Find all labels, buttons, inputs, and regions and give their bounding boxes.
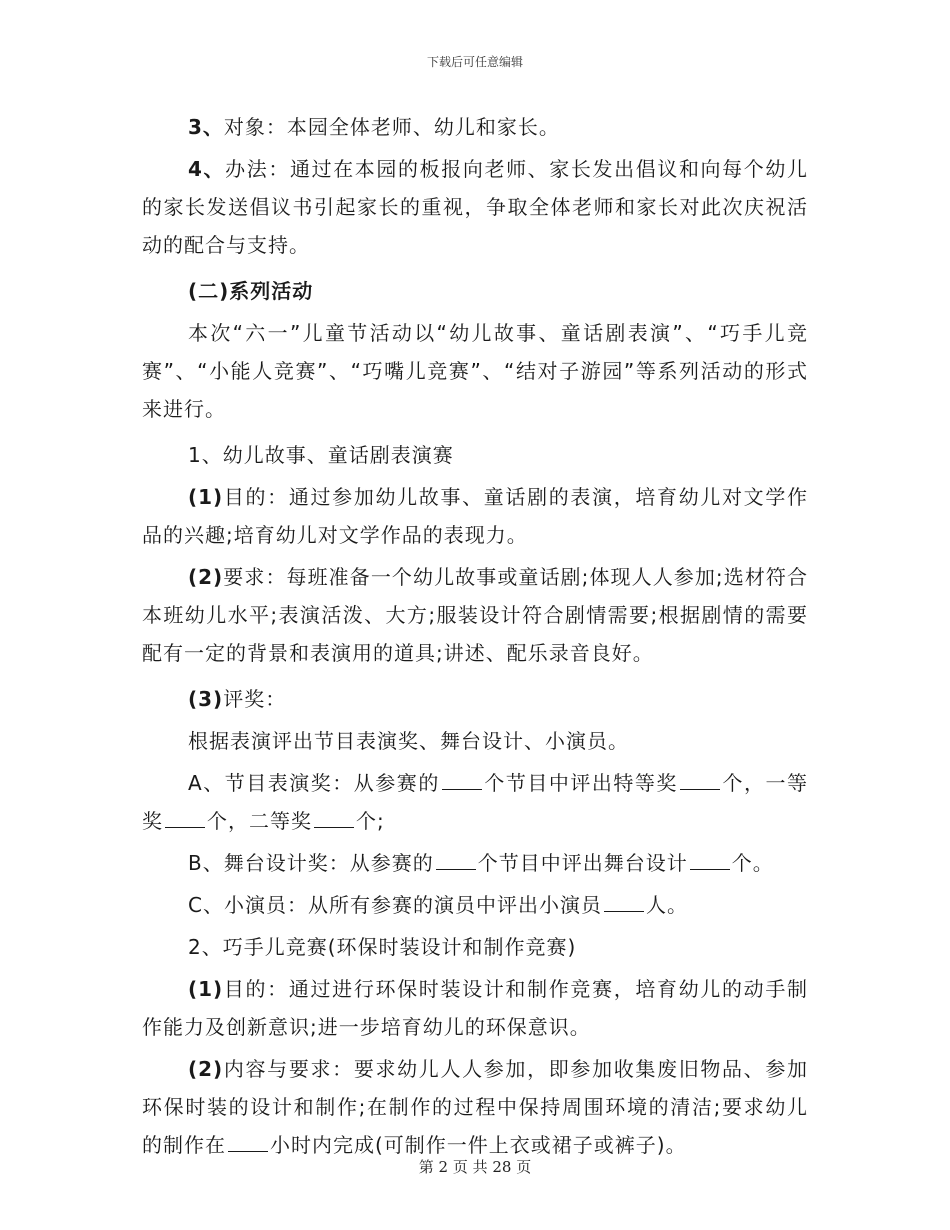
item-number: (3) [188,687,224,711]
fill-blank [228,1135,268,1152]
paragraph-text: 目的：通过参加幼儿故事、童话剧的表演，培育幼儿对文学作品的兴趣;培育幼儿对文学作品的表现力。 [142,485,808,547]
page-footer: 第 2 页 共 28 页 [418,1158,532,1176]
subsection-title: 2、巧手儿竞赛(环保时装设计和制作竞赛) [188,935,577,959]
fill-blank [442,773,482,790]
paragraph-purpose [142,970,808,1046]
paragraph-award-c [142,886,808,924]
paragraph-awards [142,680,808,718]
paragraph-content-requirements [142,1050,808,1164]
fill-blank [604,895,644,912]
paragraph-method [142,150,808,264]
fill-blank [436,853,476,870]
fill-blank [680,773,720,790]
paragraph-text: 目的：通过进行环保时装设计和制作竞赛，培育幼儿的动手制作能力及创新意识;进一步培育幼儿的环保意识。 [142,977,808,1039]
section-heading: (二)系列活动 [188,279,314,303]
award-text: 个，一等奖 [142,771,809,833]
award-text: B、舞台设计奖：从参赛的 [188,851,434,875]
paragraph-purpose [142,478,808,554]
item-number: 4、 [188,157,226,181]
paragraph-text: 要求：每班准备一个幼儿故事或童话剧;体现人人参加;选材符合本班幼儿水平;表演活泼、大方;服装设计符合剧情需要;根据剧情的需要配有一定的背景和表演用的道具;讲述、配乐录音良好。 [142,565,808,665]
paragraph-awards-desc: 根据表演评出节目表演奖、舞台设计、小演员。 [188,729,629,753]
award-text: 人。 [645,893,688,917]
item-number: 3、 [188,115,224,139]
paragraph-text: 办法：通过在本园的板报向老师、家长发出倡议和向每个幼儿的家长发送倡议书引起家长的重视，争取全体老师和家长对此次庆祝活动的配合与支持。 [142,157,808,257]
paragraph-text: 对象：本园全体老师、幼儿和家长。 [223,115,560,139]
paragraph-award-b [142,844,808,882]
award-text: 个; [356,809,385,833]
page-header: 下载后可任意编辑 [426,55,523,69]
item-number: (2) [188,1057,224,1081]
paragraph-text: 评奖： [223,687,287,711]
paragraph-text: 内容与要求：要求幼儿人人参加，即参加收集废旧物品、参加环保时装的设计和制作;在制作的过程中保持周围环境的清洁;要求幼儿的制作在 [142,1057,808,1157]
award-text: C、小演员：从所有参赛的演员中评出小演员 [188,893,602,917]
award-text: 个节目中评出特等奖 [483,771,678,795]
paragraph-intro: 本次“六一”儿童节活动以“幼儿故事、童话剧表演”、“巧手儿竞赛”、“小能人竞赛”、“巧嘴儿竞赛”、“结对子游园”等系列活动的形式来进行。 [142,321,808,421]
subsection-title: 1、幼儿故事、童话剧表演赛 [188,443,454,467]
fill-blank [314,811,354,828]
award-text: A、节目表演奖：从参赛的 [188,771,440,795]
award-text: 个。 [731,851,774,875]
fill-blank [165,811,205,828]
document-body [142,108,808,1164]
paragraph-target [142,108,808,146]
award-text: 个，二等奖 [207,809,312,833]
item-number: (2) [188,565,224,589]
award-text: 个节目中评出舞台设计 [477,851,688,875]
paragraph-award-a [142,764,808,840]
fill-blank [690,853,730,870]
item-number: (1) [188,977,224,1001]
item-number: (1) [188,485,224,509]
paragraph-text: 小时内完成(可制作一件上衣或裙子或裤子)。 [270,1133,687,1157]
paragraph-requirements [142,558,808,672]
